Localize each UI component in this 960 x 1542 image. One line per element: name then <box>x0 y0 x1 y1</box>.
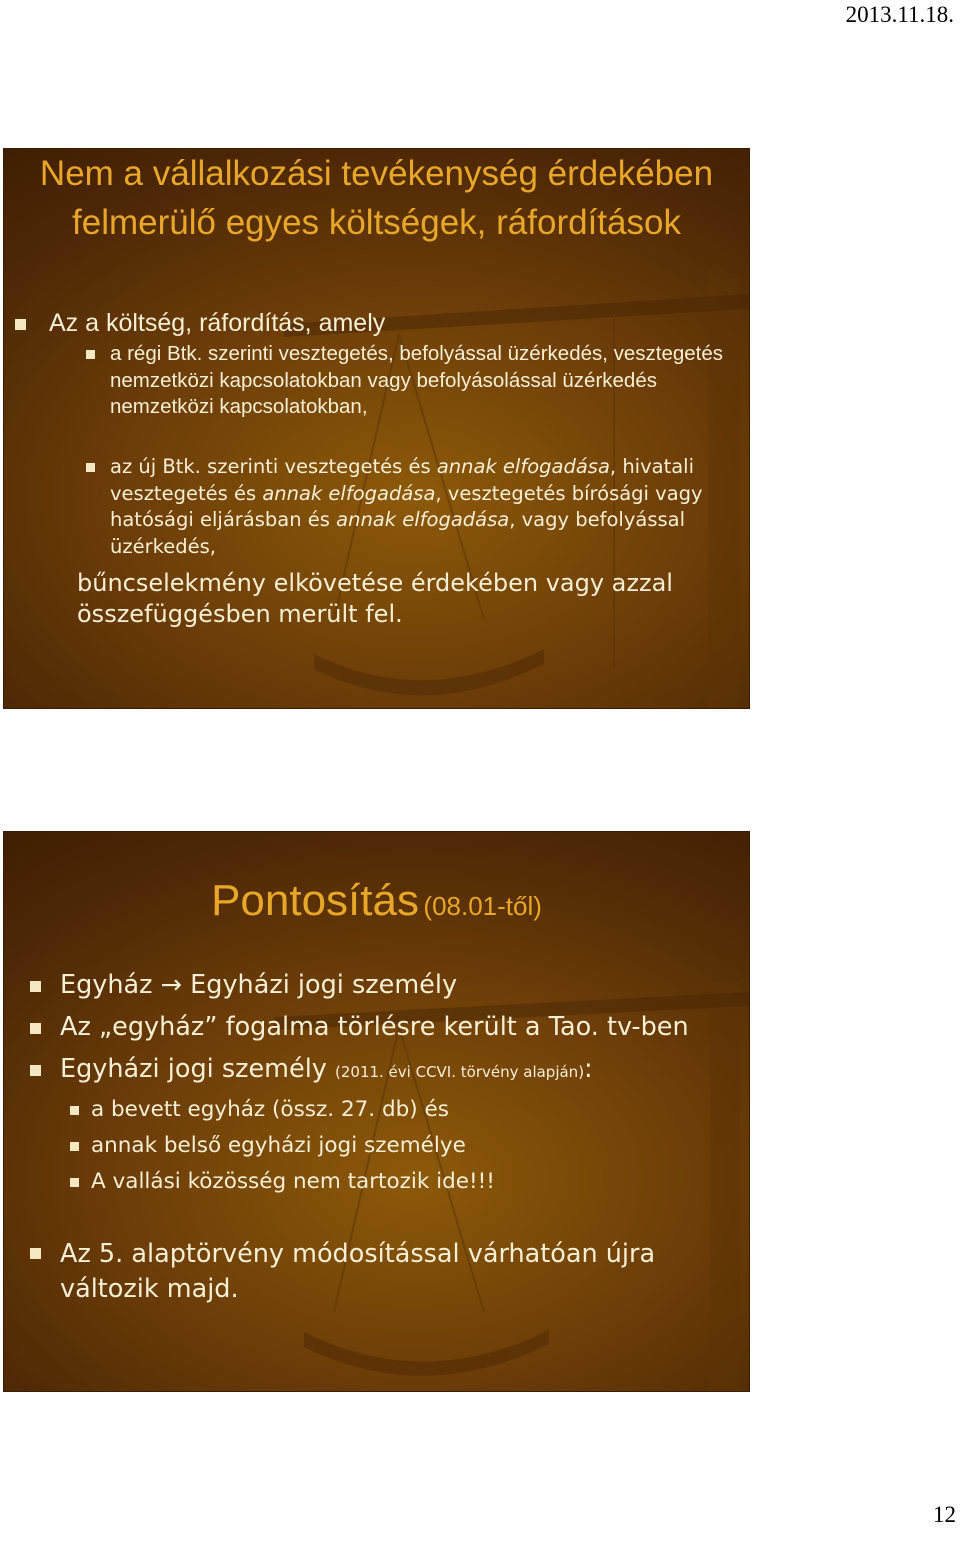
sub-bullet-old-btk-text: a régi Btk. szerinti vesztegetés, befolyással üzérkedés, vesztegetés nemzetközi kapcsolatokban vagy befolyásolással üzérkedés nemzetközi kapcsolatokban, <box>110 342 724 418</box>
bullet-square-icon <box>70 1142 79 1151</box>
bullet-square-icon <box>30 1248 41 1259</box>
slide-1 <box>3 148 750 709</box>
sub-bullet-old-btk <box>110 341 725 421</box>
bullet-cost <box>49 309 385 338</box>
bullet-square-icon <box>86 350 95 359</box>
bullet-square-icon <box>30 981 41 992</box>
slide-2 <box>3 831 750 1392</box>
bullet-cost-text: Az a költség, ráfordítás, amely <box>49 309 386 337</box>
bullet-square-icon <box>30 1023 41 1034</box>
sub-bullet-new-btk <box>110 454 725 560</box>
bullet-square-icon <box>15 319 26 330</box>
sub-bullet-internal-legal-person: annak belső egyházi jogi személye <box>91 1133 466 1158</box>
continuation-text: bűncselekmény elkövetése érdekében vagy azzal összefüggésben merült fel. <box>77 569 673 628</box>
sub-bullet-new-btk-text: az új Btk. szerinti vesztegetés és annak elfogadása, hivatali vesztegetés és annak elfogadása, vesztegetés bírósági vagy hatósági eljárásban és annak elfogadása, vagy befolyással üzérkedés, <box>110 455 703 558</box>
slide-2-title-main: Pontosítás <box>211 876 419 925</box>
header-date: 2013.11.18. <box>845 2 954 27</box>
sub-bullet-religious-community: A vallási közösség nem tartozik ide!!! <box>91 1169 495 1194</box>
bullet-square-icon <box>86 463 95 472</box>
bullet-church: Egyház → Egyházi jogi személy <box>60 970 457 1000</box>
bullet-square-icon <box>70 1106 79 1115</box>
sub-bullet-established-church: a bevett egyház (össz. 27. db) és <box>91 1097 449 1122</box>
bullet-square-icon <box>70 1178 79 1187</box>
bullet-legal-person: Egyházi jogi személy (2011. évi CCVI. törvény alapján): <box>60 1054 593 1084</box>
slide-2-title-suffix: (08.01-től) <box>423 891 542 921</box>
slide-1-title: Nem a vállalkozási tevékenység érdekében felmerülő egyes költségek, ráfordítások <box>39 154 714 242</box>
slide-2-title <box>4 876 749 926</box>
arrow-right-icon: → <box>160 970 183 1000</box>
bullet-church-definition: Az „egyház” fogalma törlésre került a Tao. tv-ben <box>60 1012 689 1042</box>
page-number: 12 <box>933 1502 956 1527</box>
bullet-constitution-amendment: Az 5. alaptörvény módosítással várhatóan újra változik majd. <box>60 1237 700 1307</box>
bullet-square-icon <box>30 1065 41 1076</box>
